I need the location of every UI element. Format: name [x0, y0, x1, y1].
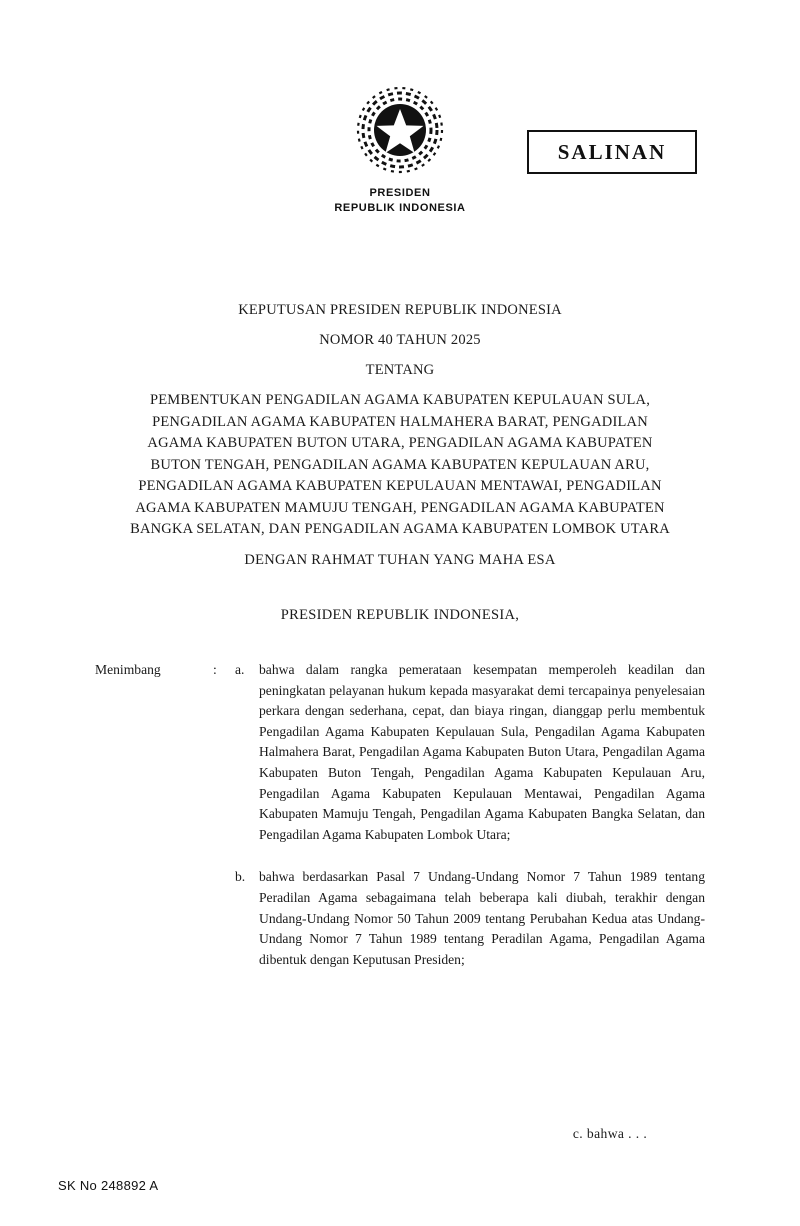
title-subject-line-3: AGAMA KABUPATEN BUTON UTARA, PENGADILAN AGAMA KABUPATEN: [147, 435, 653, 451]
emblem-caption-republik-indonesia: REPUBLIK INDONESIA: [334, 202, 466, 214]
title-subject-line-2: PENGADILAN AGAMA KABUPATEN HALMAHERA BARAT, PENGADILAN: [152, 413, 648, 430]
considerans-item: [95, 867, 705, 970]
salinan-label: SALINAN: [557, 139, 667, 164]
title-subject-line-4: BUTON TENGAH, PENGADILAN AGAMA KABUPATEN KEPULAUAN ARU,: [150, 456, 650, 473]
considerans-item-text: bahwa berdasarkan Pasal 7 Undang-Undang Nomor 7 Tahun 1989 tentang Peradilan Agama sebagaimana telah beberapa kali diubah, terakhir dengan Undang-Undang Nomor 50 Tahun 2009 tentang Perubahan Kedua atas Undang-Undang Nomor 7 Tahun 1989 tentang Peradilan Agama, Pengadilan Agama dibentuk dengan Keputusan Presiden;: [259, 869, 705, 967]
title-subject-line-6: AGAMA KABUPATEN MAMUJU TENGAH, PENGADILAN AGAMA KABUPATEN: [135, 499, 665, 516]
considerans-section: [95, 660, 705, 970]
title-subject-line-1: PEMBENTUKAN PENGADILAN AGAMA KABUPATEN KEPULAUAN SULA,: [149, 392, 651, 408]
title-subject-line-5: PENGADILAN AGAMA KABUPATEN KEPULAUAN MENTAWAI, PENGADILAN: [138, 478, 662, 494]
considerans-colon: :: [213, 662, 217, 677]
title-line-tentang: TENTANG: [365, 362, 435, 378]
considerans-item-letter: b.: [235, 869, 246, 885]
authority-text: PRESIDEN REPUBLIK INDONESIA,: [280, 607, 520, 623]
considerans-item: [95, 660, 705, 845]
page-title: [70, 300, 730, 541]
title-subject: [70, 390, 730, 541]
title-line-nomor: NOMOR 40 TAHUN 2025: [319, 332, 481, 348]
continuation-marker: [0, 1126, 800, 1142]
status-badge-salinan: [527, 130, 697, 174]
continuation-text: c. bahwa . . .: [572, 1126, 648, 1141]
footer-sk-number: SK No 248892 A: [58, 1178, 159, 1193]
emblem-caption-presiden: PRESIDEN: [369, 187, 431, 199]
title-line-keputusan: KEPUTUSAN PRESIDEN REPUBLIK INDONESIA: [238, 302, 562, 318]
invocation-text: DENGAN RAHMAT TUHAN YANG MAHA ESA: [244, 552, 556, 568]
title-subject-line-7: BANGKA SELATAN, DAN PENGADILAN AGAMA KABUPATEN LOMBOK UTARA: [130, 521, 670, 537]
garuda-pancasila-star-emblem: [352, 82, 448, 178]
considerans-item-text: bahwa dalam rangka pemerataan kesempatan memperoleh keadilan dan peningkatan pelayanan hukum kepada masyarakat demi tercapainya penyelesaian perkara dengan sederhana, cepat, dan biaya ringan, dianggap perlu membentuk Pengadilan Agama Kabupaten Kepulauan Sula, Pengadilan Agama Kabupaten Halmahera Barat, Pengadilan Agama Kabupaten Buton Utara, Pengadilan Agama Kabupaten Buton Tengah, Pengadilan Agama Kabupaten Kepulauan Aru, Pengadilan Agama Kabupaten Kepulauan Mentawai, Pengadilan Agama Kabupaten Mamuju Tengah, Pengadilan Agama Kabupaten Bangka Selatan, dan Pengadilan Agama Kabupaten Lombok Utara;: [259, 662, 705, 842]
considerans-item-letter: a.: [235, 662, 245, 677]
considerans-label: Menimbang: [95, 662, 161, 677]
